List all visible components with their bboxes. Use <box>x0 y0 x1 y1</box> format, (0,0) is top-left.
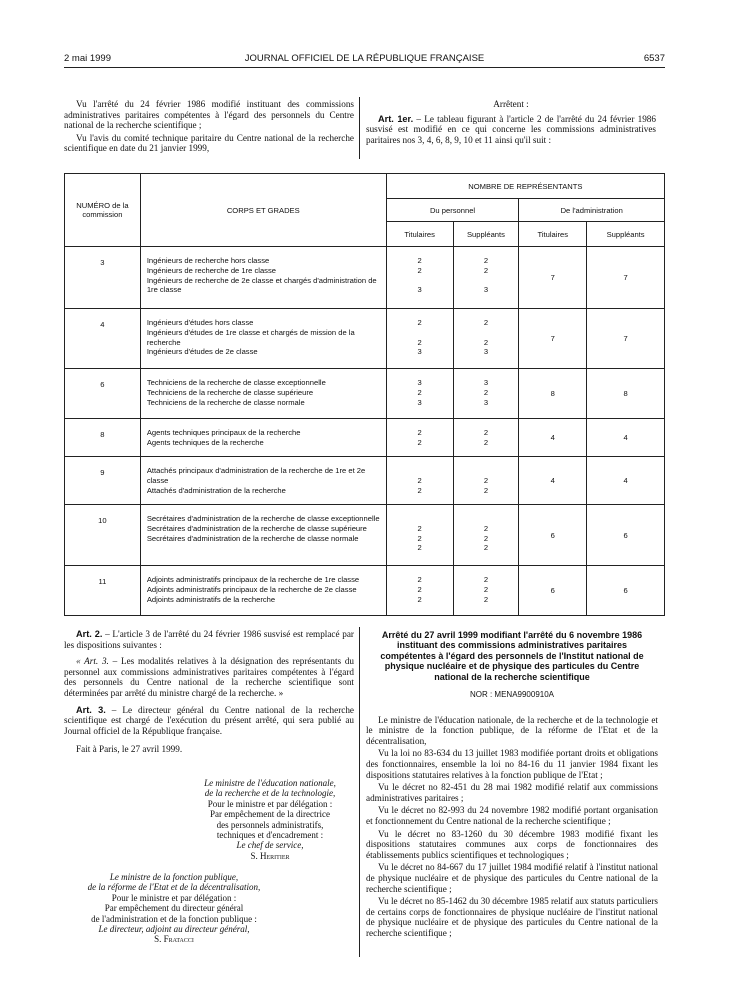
header-administration: De l'administration <box>519 199 665 222</box>
suppleants-cell: 2 2 <box>453 419 519 457</box>
grade-line: Techniciens de la recherche de classe normale <box>146 397 305 407</box>
grade-line: Agents techniques principaux de la recherche <box>146 428 301 437</box>
header-titulaires: Titulaires <box>386 222 453 247</box>
titulaires-cell: 2 2 3 <box>386 309 453 369</box>
lower-left-column <box>64 629 354 757</box>
grade-line: Adjoints administratifs de la recherche <box>146 594 276 604</box>
titulaires-cell: 2 2 2 <box>386 566 453 616</box>
intro-left-para: Vu l'avis du comité technique paritaire du Centre national de la recherche scientifique en date du 21 janvier 1999, <box>64 132 354 154</box>
admin-titulaires: 6 <box>519 505 587 566</box>
commission-number: 8 <box>65 419 141 457</box>
column-divider <box>359 97 360 159</box>
art1-text: – Le tableau figurant à l'article 2 de l'arrêté du 24 février 1986 susvisé est modifié en ce qui concerne les commissions administratives paritaires nos 3, 4, 6, 8, 9, 10 et 11 ainsi qu'il suit : <box>366 113 656 145</box>
admin-suppleants: 7 <box>587 247 665 309</box>
grade-line: Attachés principaux d'administration de la recherche de 1re et 2e classe <box>146 466 366 485</box>
suppleants-cell: 2 2 2 <box>453 566 519 616</box>
grade-line: Agents techniques de la recherche <box>146 437 264 447</box>
header-suppleants: Suppléants <box>453 222 519 247</box>
grade-line: Secrétaires d'administration de la recherche de classe supérieure <box>146 523 367 533</box>
page-header <box>64 53 665 68</box>
grades-cell <box>140 505 386 566</box>
admin-suppleants: 6 <box>587 505 665 566</box>
grade-line: Ingénieurs de recherche hors classe <box>146 256 270 265</box>
decree-paragraph: Vu le décret no 85-1462 du 30 décembre 1985 relatif aux statuts particuliers de certains corps de fonctionnaires de physique nucléaire de l'institut national de physique nucléaire et de physique des particules du Centre national de la recherche scientifique ; <box>366 896 658 938</box>
header-nombre: NOMBRE DE REPRÉSENTANTS <box>386 174 664 199</box>
decree-paragraph: Vu le décret no 82-993 du 24 novembre 1982 modifié portant organisation et fonctionnement du Centre national de la recherche scientifique ; <box>366 805 658 826</box>
grades-cell <box>140 369 386 419</box>
table-row <box>65 505 665 566</box>
grade-line: Attachés d'administration de la recherche <box>146 485 286 495</box>
lower-right-column <box>366 630 658 941</box>
grade-line: Secrétaires d'administration de la recherche de classe exceptionnelle <box>146 514 380 523</box>
titulaires-cell: 2 2 <box>386 457 453 505</box>
commission-number: 4 <box>65 309 141 369</box>
header-journal-title: JOURNAL OFFICIEL DE LA RÉPUBLIQUE FRANÇAISE <box>244 53 485 64</box>
grades-cell <box>140 247 386 309</box>
header-titulaires-admin: Titulaires <box>519 222 587 247</box>
commission-number: 3 <box>65 247 141 309</box>
grades-cell <box>140 566 386 616</box>
commission-number: 11 <box>65 566 141 616</box>
suppleants-cell: 2 2 3 <box>453 309 519 369</box>
suppleants-cell: 2 2 3 <box>453 247 519 309</box>
admin-titulaires: 7 <box>519 247 587 309</box>
header-page-number: 6537 <box>643 53 665 64</box>
art3-text: – Le directeur général du Centre national de la recherche scientifique est chargé de l'exécution du présent arrêté, qui sera publié au Journal officiel de la République française. <box>64 704 355 736</box>
admin-titulaires: 8 <box>519 369 587 419</box>
arretent: Arrêtent : <box>493 99 529 109</box>
grade-line: Adjoints administratifs principaux de la recherche de 1re classe <box>146 575 360 584</box>
intro-left-column <box>64 99 354 156</box>
commission-number: 10 <box>65 505 141 566</box>
grade-line: Ingénieurs d'études de 1re classe et chargés de mission de la recherche <box>146 327 355 347</box>
header-suppleants-admin: Suppléants <box>587 222 665 247</box>
header-personnel: Du personnel <box>386 199 519 222</box>
column-divider <box>359 627 360 957</box>
art2-label: Art. 2. <box>76 629 103 639</box>
admin-suppleants: 6 <box>587 566 665 616</box>
art3-label: Art. 3. <box>76 704 106 715</box>
admin-titulaires: 7 <box>519 309 587 369</box>
titulaires-cell: 3 2 3 <box>386 369 453 419</box>
admin-suppleants: 4 <box>587 419 665 457</box>
grades-cell <box>140 419 386 457</box>
admin-suppleants: 7 <box>587 309 665 369</box>
table-row <box>65 419 665 457</box>
admin-titulaires: 4 <box>519 457 587 505</box>
art3-quote-text: – Les modalités relatives à la désignation des représentants du personnel aux commissions administratives paritaires compétentes à l'égard des personnels du Centre national de la recherche scientifique sont déterminées par arrêté du ministre chargé de la recherche. » <box>64 656 355 698</box>
commission-number: 9 <box>65 457 141 505</box>
suppleants-cell: 2 2 <box>453 457 519 505</box>
suppleants-cell: 3 2 3 <box>453 369 519 419</box>
grade-line: Ingénieurs de recherche de 2e classe et chargés d'administration de 1re classe <box>146 275 377 295</box>
admin-suppleants: 4 <box>587 457 665 505</box>
suppleants-cell: 2 2 2 <box>453 505 519 566</box>
signature-block-fonction-publique: Le ministre de la fonction publique, de la réforme de l'Etat et de la décentralisation, Pour le ministre et par délégation : Par empêchement du directeur général de l'administration et de la fonction publique : Le directeur, adjoint au directeur général, S. Fratacci <box>87 872 261 945</box>
header-corps: CORPS ET GRADES <box>140 174 386 247</box>
table-row <box>65 247 665 309</box>
grade-line: Secrétaires d'administration de la recherche de classe normale <box>146 533 359 543</box>
titulaires-cell: 2 2 <box>386 419 453 457</box>
decree-paragraph: Vu le décret no 84-667 du 17 juillet 1984 modifié relatif à l'institut national de physique nucléaire et de physique des particules du Centre national de la recherche scientifique ; <box>366 862 658 894</box>
decree-paragraph: Vu le décret no 82-451 du 28 mai 1982 modifié relatif aux commissions administratives paritaires ; <box>366 782 658 803</box>
commission-number: 6 <box>65 369 141 419</box>
header-date: 2 mai 1999 <box>64 53 112 64</box>
grade-line: Techniciens de la recherche de classe exceptionnelle <box>146 378 326 387</box>
art1-label: Art. 1er. <box>378 113 414 124</box>
decree-paragraph: Le ministre de l'éducation nationale, de la recherche et de la technologie et le ministre de la fonction publique, de la réforme de l'Etat et de la décentralisation, <box>366 714 658 746</box>
header-numero: NUMÉRO de la commission <box>65 174 141 247</box>
admin-titulaires: 6 <box>519 566 587 616</box>
decree-paragraph: Vu le décret no 83-1260 du 30 décembre 1983 modifié fixant les dispositions statutaires communes aux corps de fonctionnaires des établissements publics scientifiques et technologiques ; <box>366 828 658 860</box>
titulaires-cell: 2 2 2 <box>386 505 453 566</box>
table-row <box>65 369 665 419</box>
titulaires-cell: 2 2 3 <box>386 247 453 309</box>
table-row <box>65 457 665 505</box>
table-row <box>65 566 665 616</box>
decree-title: Arrêté du 27 avril 1999 modifiant l'arrêté du 6 novembre 1986 instituant des commissions administratives paritaires compétentes à l'égard des personnels de l'Institut national de physique nucléaire et de physique des particules du Centre national de la recherche scientifique <box>380 630 644 682</box>
admin-suppleants: 8 <box>587 369 665 419</box>
grade-line: Ingénieurs d'études de 2e classe <box>146 347 258 357</box>
table-row <box>65 309 665 369</box>
grade-line: Adjoints administratifs principaux de la recherche de 2e classe <box>146 584 357 594</box>
art2-text: – L'article 3 de l'arrêté du 24 février 1986 susvisé est remplacé par les dispositions suivantes : <box>64 629 354 650</box>
art3-quote-label: « Art. 3. <box>76 656 109 667</box>
decree-paragraph: Vu la loi no 83-634 du 13 juillet 1983 modifiée portant droits et obligations des fonctionnaires, ensemble la loi no 84-16 du 11 janvier 1984 fixant les dispositions statutaires relatives à la fonction publique de l'Etat ; <box>366 748 658 780</box>
intro-left-para: Vu l'arrêté du 24 février 1986 modifié instituant des commissions administratives paritaires compétentes à l'égard des personnels du Centre national de la recherche scientifique ; <box>64 99 354 131</box>
nor-reference: NOR : MENA9900910A <box>469 690 555 700</box>
admin-titulaires: 4 <box>519 419 587 457</box>
intro-right-column <box>366 99 656 147</box>
fait-a-paris: Fait à Paris, le 27 avril 1999. <box>76 744 183 755</box>
grade-line: Ingénieurs d'études hors classe <box>146 318 254 327</box>
grade-line: Ingénieurs de recherche de 1re classe <box>146 265 276 275</box>
signature-block-education: Le ministre de l'éducation nationale, de la recherche et de la technologie, Pour le ministre et par délégation : Par empêchement de la directrice des personnels administratifs, techniques et d'encadrement : Le chef de service, S. Heritier <box>204 778 336 861</box>
grades-cell <box>140 457 386 505</box>
representatives-table <box>64 173 665 616</box>
grade-line: Techniciens de la recherche de classe supérieure <box>146 387 314 397</box>
grades-cell <box>140 309 386 369</box>
